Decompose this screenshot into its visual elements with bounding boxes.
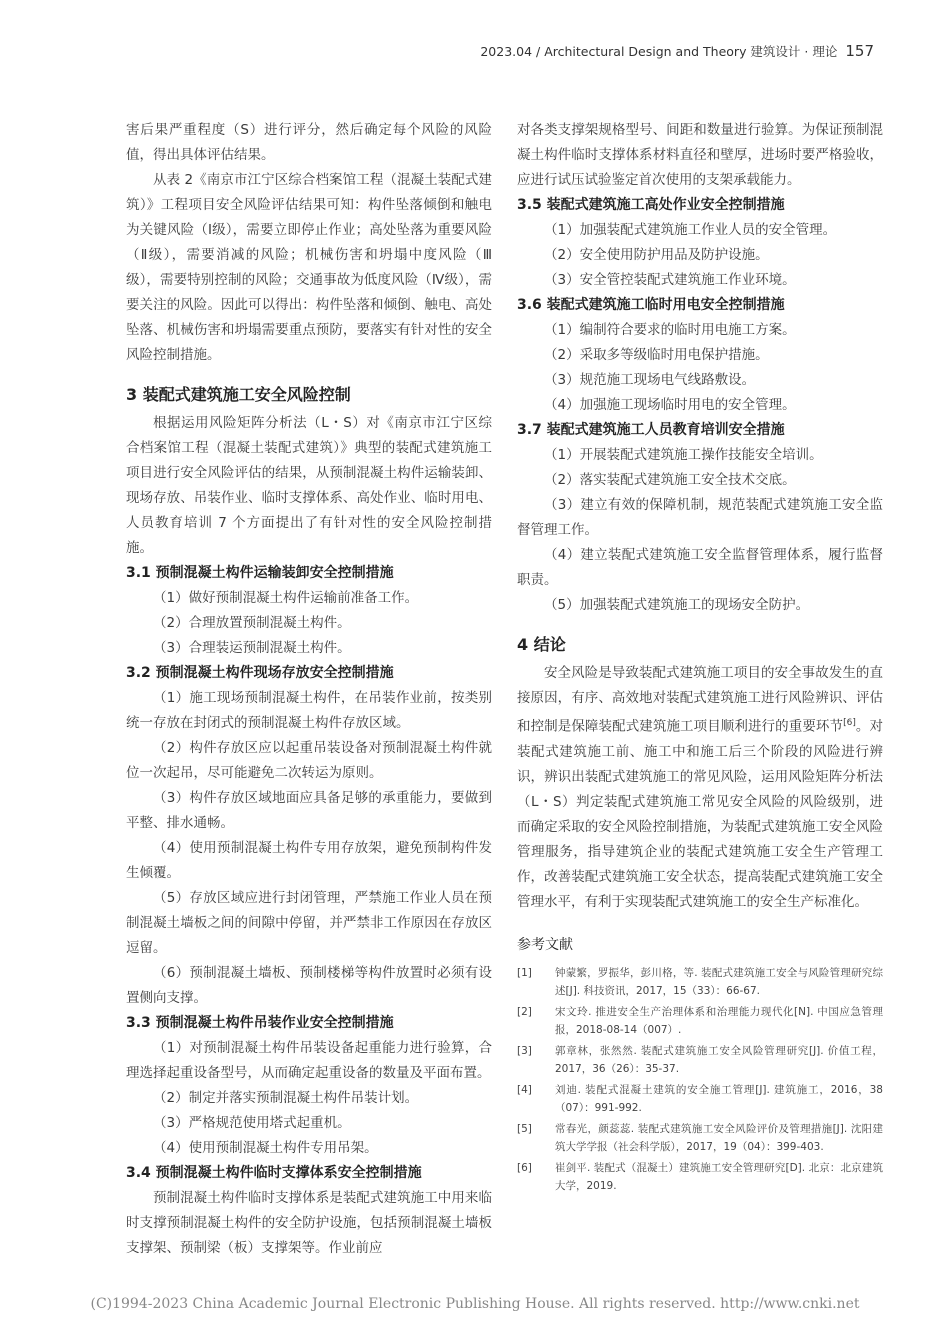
citation: [6] [843,718,856,728]
reference-item [517,1081,883,1118]
journal-info: 2023.04 / Architectural Design and Theory 建筑设计 · 理论 [480,44,838,59]
ref-text: 郭章林，张然然. 装配式建筑施工安全风险管理研究[J]. 价值工程，2017，36（26）：35-37. [555,1044,883,1075]
reference-item [517,964,883,1001]
list-item: （4）使用预制混凝土构件专用吊架。 [153,1140,378,1156]
list-item: （3）严格规范使用塔式起重机。 [153,1115,351,1131]
ref-text: 宋文玲. 推进安全生产治理体系和治理能力现代化[N]. 中国应急管理报，2018-08-14（007）. [555,1005,883,1036]
list-item: （1）对预制混凝土构件吊装设备起重能力进行验算，合理选择起重设备型号，从而确定起重设备的数量及平面布置。 [126,1040,492,1081]
list-item: （4）建立装配式建筑施工安全监督管理体系，履行监督职责。 [517,547,883,588]
paragraph: 预制混凝土构件临时支撑体系是装配式建筑施工中用来临时支撑预制混凝土构件的安全防护设施，包括预制混凝土墙板支撑架、预制梁（板）支撑架等。作业前应 [126,1190,492,1256]
ref-text: 刘迪. 装配式混凝土建筑的安全施工管理[J]. 建筑施工，2016，38（07）：991-992. [555,1083,883,1114]
list-item: （2）采取多等级临时用电保护措施。 [544,347,769,363]
ref-number: [6] [517,1161,532,1174]
list-item: （4）使用预制混凝土构件专用存放架，避免预制构件发生倾覆。 [126,840,492,881]
reference-item [517,1120,883,1157]
list-item: （1）编制符合要求的临时用电施工方案。 [544,322,796,338]
running-header [480,42,874,60]
reference-item [517,1159,883,1196]
left-column [126,118,492,1261]
references-title: 参考文献 [517,936,573,953]
ref-text: 钟蒙繁，罗振华，彭川格，等. 装配式建筑施工安全与风险管理研究综述[J]. 科技资讯，2017，15（33）：66-67. [555,966,883,997]
page-number: 157 [845,42,874,60]
paragraph: 根据运用风险矩阵分析法（L・S）对《南京市江宁区综合档案馆工程（混凝土装配式建筑）》典型的装配式建筑施工项目进行安全风险评估的结果，从预制混凝土构件运输装卸、现场存放、吊装作业、临时支撑体系、高处作业、临时用电、人员教育培训 7 个方面提出了有针对性的安全风险控制措施。 [126,415,492,556]
section-heading-4: 4 结论 [517,635,566,654]
ref-number: [1] [517,966,532,979]
list-item: （3）合理装运预制混凝土构件。 [153,640,351,656]
list-item: （2）制定并落实预制混凝土构件吊装计划。 [153,1090,419,1106]
section-heading-3: 3 装配式建筑施工安全风险控制 [126,385,351,404]
ref-number: [5] [517,1122,532,1135]
subsection-heading-3-2: 3.2 预制混凝土构件现场存放安全控制措施 [126,665,394,681]
list-item: （3）构件存放区域地面应具备足够的承重能力，要做到平整、排水通畅。 [126,790,492,831]
reference-item [517,1042,883,1079]
list-item: （2）合理放置预制混凝土构件。 [153,615,351,631]
subsection-heading-3-7: 3.7 装配式建筑施工人员教育培训安全措施 [517,422,785,438]
list-item: （2）安全使用防护用品及防护设施。 [544,247,769,263]
paragraph: 害后果严重程度（S）进行评分，然后确定每个风险的风险值，得出具体评估结果。 [126,122,492,163]
list-item: （1）开展装配式建筑施工操作技能安全培训。 [544,447,823,463]
list-item: （3）安全管控装配式建筑施工作业环境。 [544,272,796,288]
subsection-heading-3-4: 3.4 预制混凝土构件临时支撑体系安全控制措施 [126,1165,422,1181]
right-column [517,118,883,1198]
ref-number: [3] [517,1044,532,1057]
list-item: （2）构件存放区应以起重吊装设备对预制混凝土构件就位一次起吊，尽可能避免二次转运为原则。 [126,740,492,781]
conclusion-text-b: 。对装配式建筑施工前、施工中和施工后三个阶段的风险进行辨识，辨识出装配式建筑施工的常见风险，运用风险矩阵分析法（L・S）判定装配式建筑施工常见安全风险的风险级别，进而确定采取的安全风险控制措施，为装配式建筑施工安全风险管理服务，指导建筑企业的装配式建筑施工安全生产管理工作，改善装配式建筑施工安全状态，提高装配式建筑施工安全管理水平，有利于实现装配式建筑施工的安全生产标准化。 [517,718,884,910]
list-item: （5）加强装配式建筑施工的现场安全防护。 [544,597,810,613]
reference-item [517,1003,883,1040]
paragraph: 对各类支撑架规格型号、间距和数量进行验算。为保证预制混凝土构件临时支撑体系材料直径和壁厚，进场时要严格验收，应进行试压试验鉴定首次使用的支架承载能力。 [517,122,883,188]
list-item: （5）存放区域应进行封闭管理，严禁施工作业人员在预制混凝土墙板之间的间隙中停留，并严禁非工作原因在存放区逗留。 [126,890,492,956]
conclusion-text-a: 安全风险是导致装配式建筑施工项目的安全事故发生的直接原因，有序、高效地对装配式建筑施工进行风险辨识、评估和控制是保障装配式建筑施工项目顺利进行的重要环节 [517,665,883,735]
list-item: （6）预制混凝土墙板、预制楼梯等构件放置时必须有设置侧向支撑。 [126,965,492,1006]
list-item: （1）做好预制混凝土构件运输前准备工作。 [153,590,419,606]
list-item: （2）落实装配式建筑施工安全技术交底。 [544,472,796,488]
ref-number: [2] [517,1005,532,1018]
copyright-footer: (C)1994-2023 China Academic Journal Electronic Publishing House. All rights reserved. http://www.cnki.net [90,1296,860,1312]
subsection-heading-3-3: 3.3 预制混凝土构件吊装作业安全控制措施 [126,1015,394,1031]
conclusion-paragraph [517,661,883,915]
ref-text: 崔剑平. 装配式（混凝土）建筑施工安全管理研究[D]. 北京：北京建筑大学，2019. [555,1161,883,1192]
ref-text: 常春光，颜蕊蕊. 装配式建筑施工安全风险评价及管理措施[J]. 沈阳建筑大学学报（社会科学版），2017，19（04）：399-403. [555,1122,883,1153]
list-item: （3）建立有效的保障机制，规范装配式建筑施工安全监督管理工作。 [517,497,883,538]
ref-number: [4] [517,1083,532,1096]
subsection-heading-3-6: 3.6 装配式建筑施工临时用电安全控制措施 [517,297,785,313]
list-item: （1）施工现场预制混凝土构件，在吊装作业前，按类别统一存放在封闭式的预制混凝土构件存放区域。 [126,690,492,731]
list-item: （1）加强装配式建筑施工作业人员的安全管理。 [544,222,837,238]
subsection-heading-3-1: 3.1 预制混凝土构件运输装卸安全控制措施 [126,565,394,581]
list-item: （4）加强施工现场临时用电的安全管理。 [544,397,796,413]
list-item: （3）规范施工现场电气线路敷设。 [544,372,756,388]
paragraph: 从表 2《南京市江宁区综合档案馆工程（混凝土装配式建筑）》工程项目安全风险评估结果可知：构件坠落倾倒和触电为关键风险（Ⅰ级），需要立即停止作业；高处坠落为重要风险（Ⅱ级），需要消减的风险；机械伤害和坍塌中度风险（Ⅲ级），需要特别控制的风险；交通事故为低度风险（Ⅳ级），需要关注的风险。因此可以得出：构件坠落和倾倒、触电、高处坠落、机械伤害和坍塌需要重点预防，要落实有针对性的安全风险控制措施。 [126,172,492,363]
subsection-heading-3-5: 3.5 装配式建筑施工高处作业安全控制措施 [517,197,785,213]
